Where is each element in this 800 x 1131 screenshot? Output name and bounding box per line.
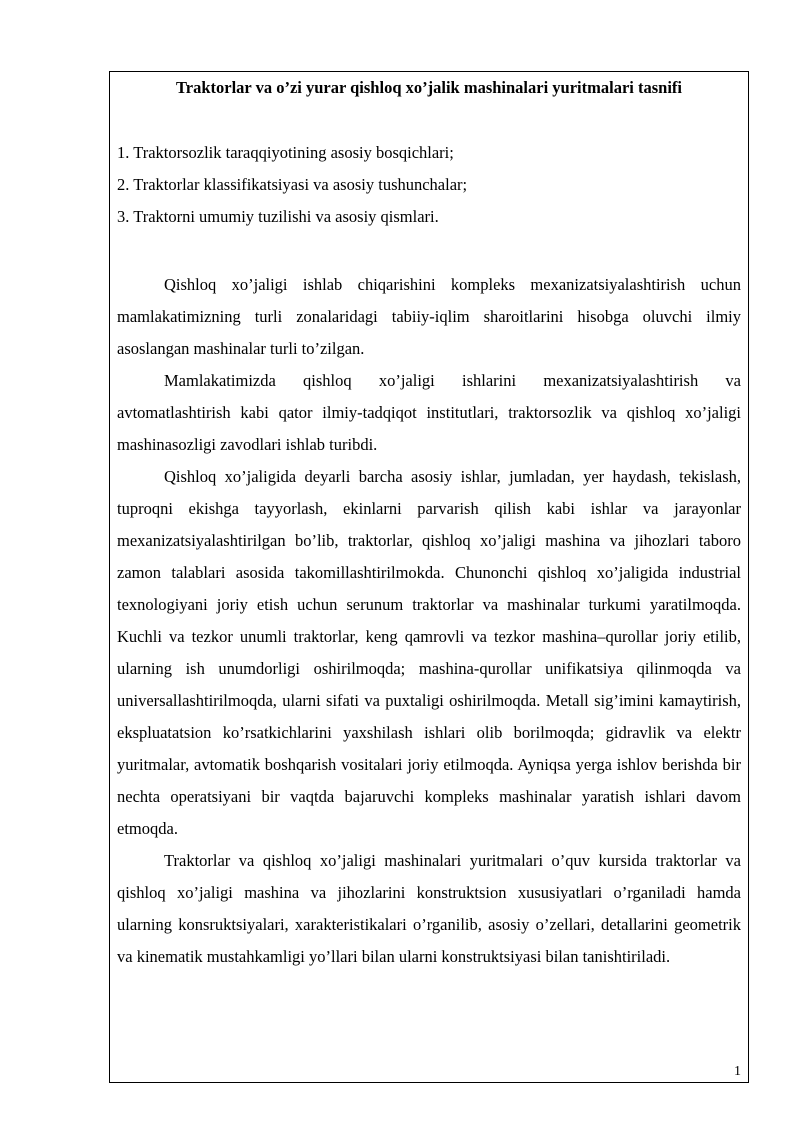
outline-item-3: 3. Traktorni umumiy tuzilishi va asosiy qismlari. xyxy=(117,207,439,226)
body-text xyxy=(117,269,741,973)
page-number: 1 xyxy=(734,1064,741,1079)
document-title: Traktorlar va o’zi yurar qishloq xo’jalik mashinalari yuritmalari tasnifi xyxy=(175,78,682,97)
page-frame xyxy=(109,71,749,1083)
outline-item-2: 2. Traktorlar klassifikatsiyasi va asosiy tushunchalar; xyxy=(117,175,468,194)
paragraph-1: Qishloq xo’jaligi ishlab chiqarishini kompleks mexanizatsiyalashtirish uchun mamlakatimizning turli zonalaridagi tabiiy-iqlim sharoitlarini hisobga oluvchi ilmiy asoslangan mashinalar turli to’zilgan. xyxy=(117,275,741,358)
paragraph-4: Traktorlar va qishloq xo’jaligi mashinalari yuritmalari o’quv kursida traktorlar va qishloq xo’jaligi mashina va jihozlarini konstruktsion xususiyatlari o’rganiladi hamda ularning konsruktsiyalari, xarakteristikalari o’rganilib, asosiy o’zellari, detallarini geometrik va kinematik mustahkamligi yo’llari bilan ularni konstruktsiyasi bilan tanishtiriladi. xyxy=(117,851,741,966)
paragraph-3: Qishloq xo’jaligida deyarli barcha asosiy ishlar, jumladan, yer haydash, tekislash, tuproqni ekishga tayyorlash, ekinlarni parvarish qilish kabi ishlar va jarayonlar mexanizatsiyalashtirilgan bo’lib, traktorlar, qishloq xo’jaligi mashina va jihozlari taboro zamon talablari asosida takomillashtirilmokda. Chunonchi qishloq xo’jaligida industrial texnologiyani joriy etish uchun serunum traktorlar va mashinalar turkumi yaratilmoqda. Kuchli va tezkor unumli traktorlar, keng qamrovli va tezkor mashina–qurollar joriy etilib, ularning ish unumdorligi oshirilmoqda; mashina-qurollar unifikatsiya qilinmoqda va universallashtirilmoqda, ularni sifati va puxtaligi oshirilmoqda. Metall sig’imini kamaytirish, ekspluatatsion ko’rsatkichlarini yaxshilash ishlari olib borilmoqda; gidravlik va elektr yuritmalar, avtomatik boshqarish vositalari joriy etilmoqda. Ayniqsa yerga ishlov berishda bir nechta operatsiyani bir vaqtda bajaruvchi kompleks mashinalar yaratish ishlari davom etmoqda. xyxy=(117,467,741,838)
outline-item-1: 1. Traktorsozlik taraqqiyotining asosiy bosqichlari; xyxy=(117,143,454,162)
paragraph-2: Mamlakatimizda qishloq xo’jaligi ishlarini mexanizatsiyalashtirish va avtomatlashtirish kabi qator ilmiy-tadqiqot institutlari, traktorsozlik va qishloq xo’jaligi mashinasozligi zavodlari ishlab turibdi. xyxy=(117,371,741,454)
